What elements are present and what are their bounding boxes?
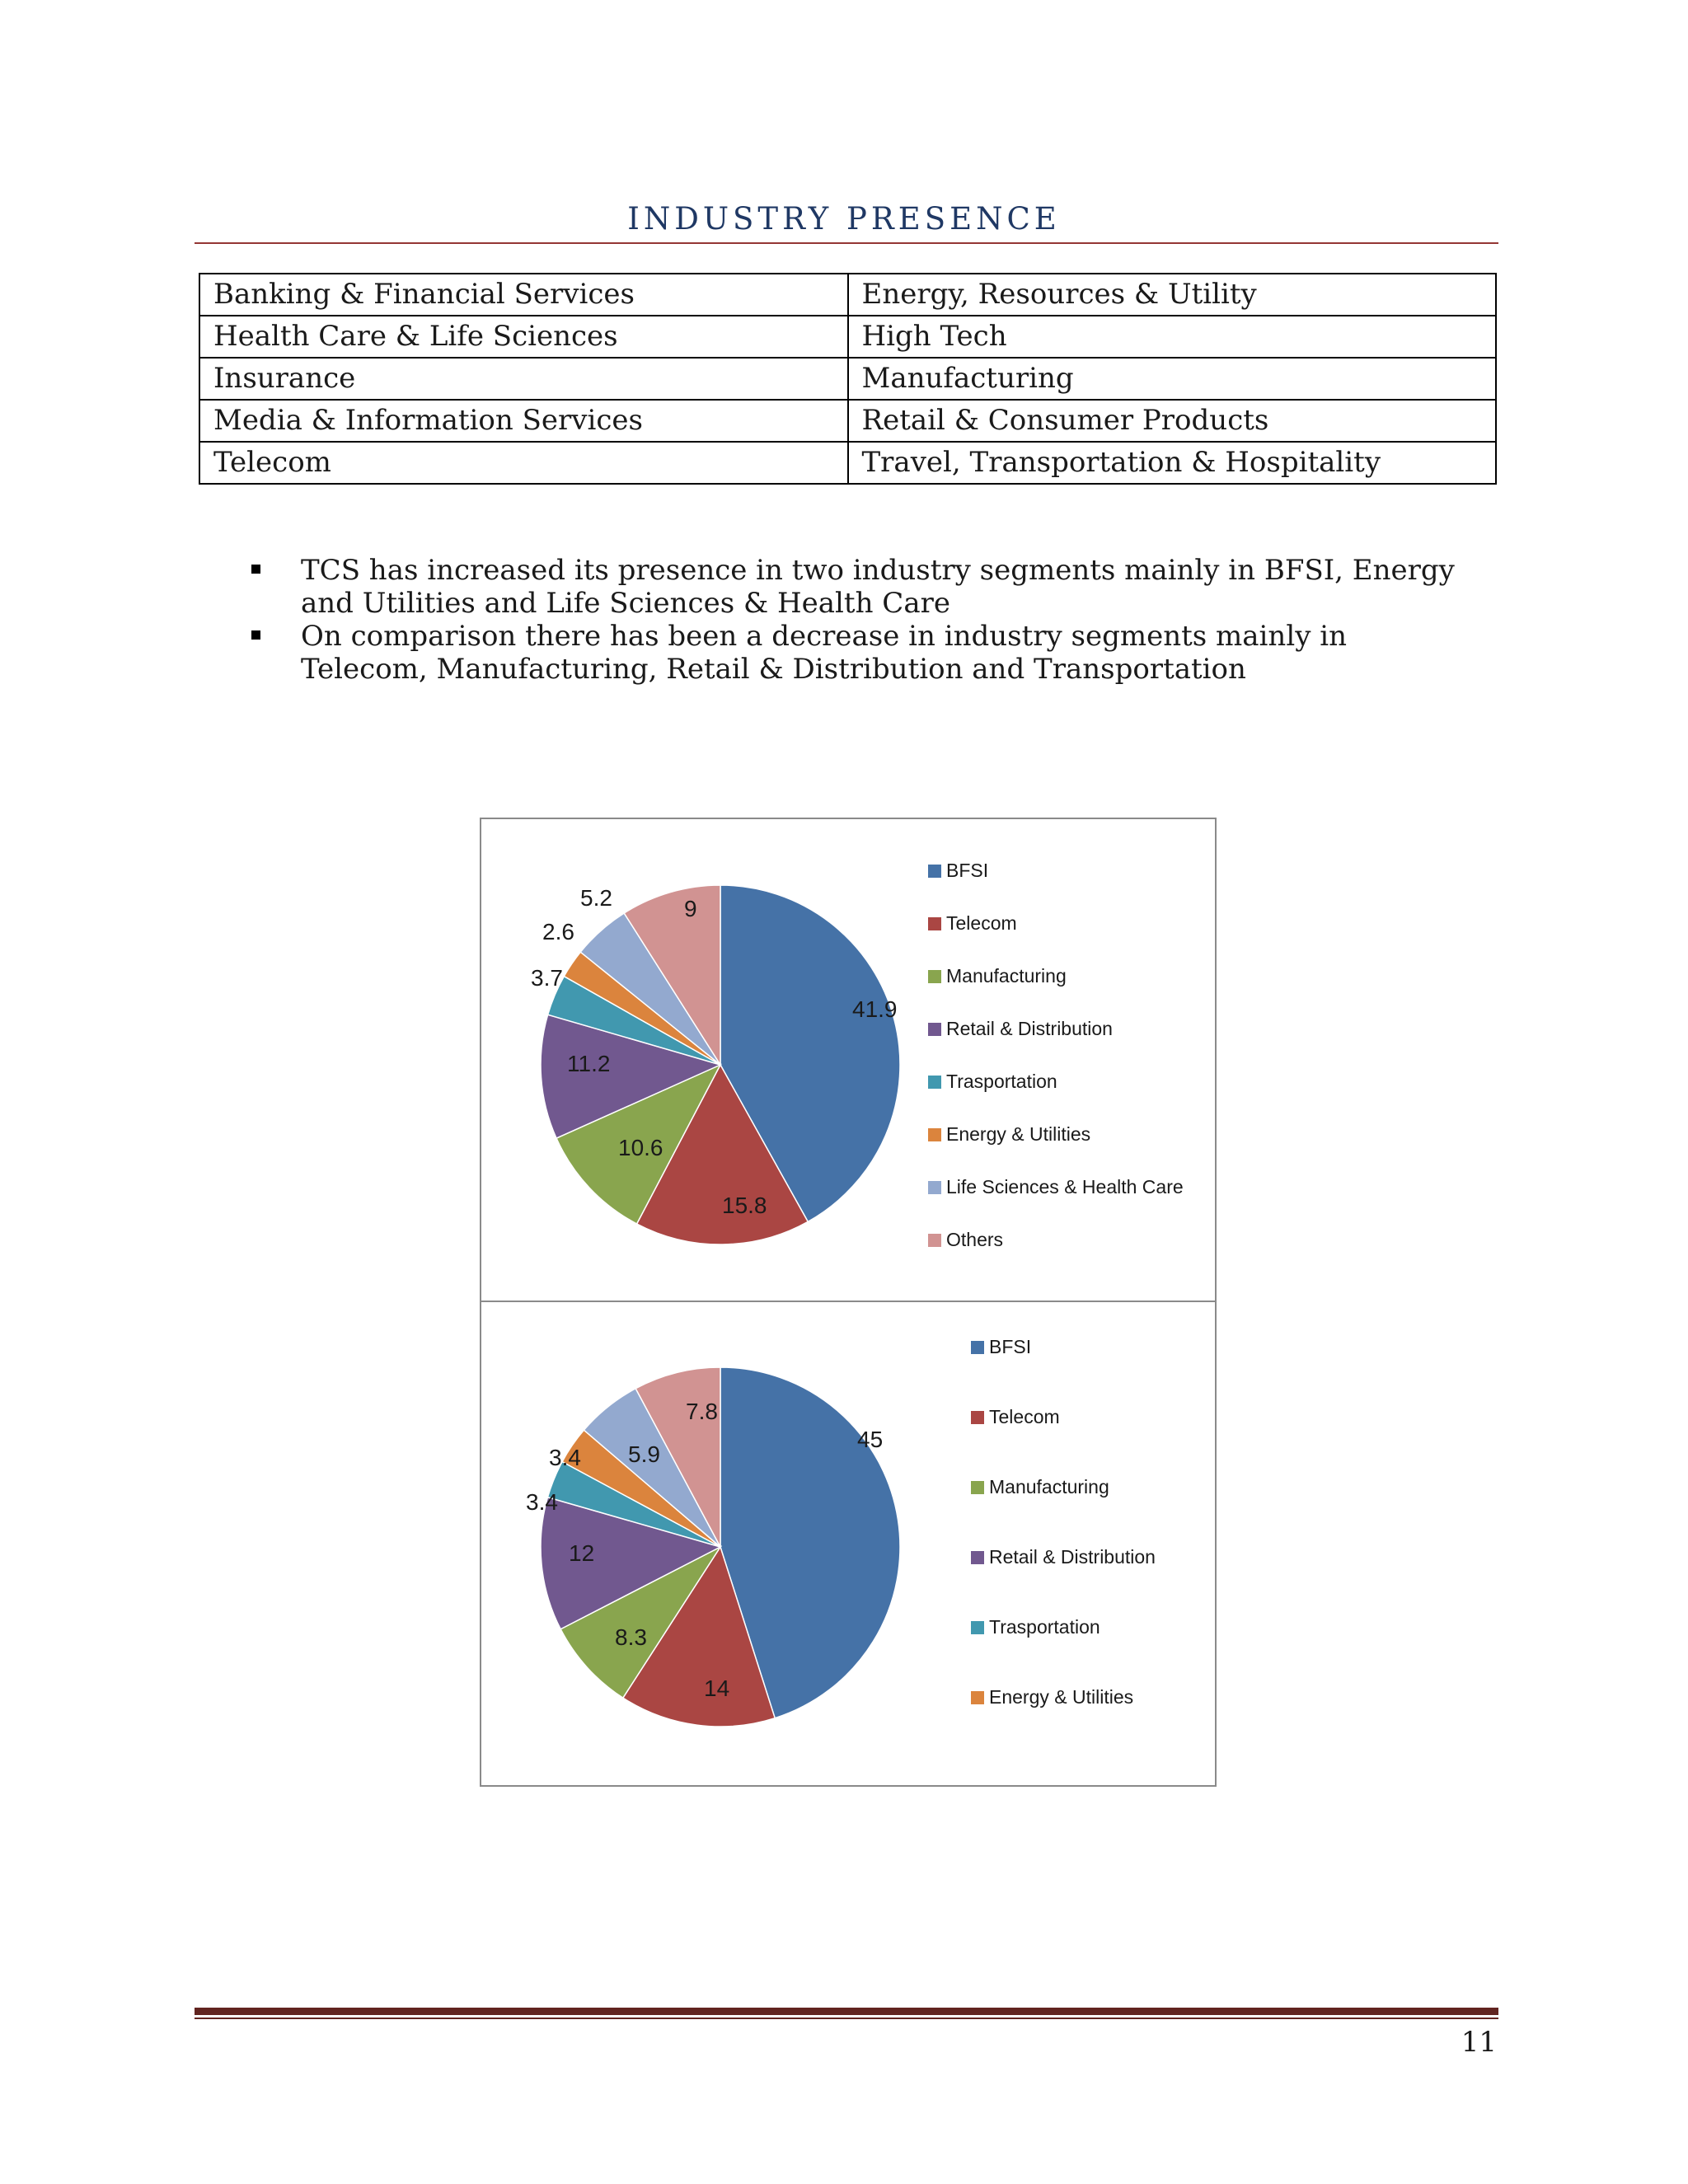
table-cell: Telecom [199,442,848,484]
legend-entry: Trasportation [946,1071,1057,1092]
bullet-list [251,554,1463,686]
table-cell: Energy, Resources & Utility [848,274,1497,316]
table-cell: High Tech [848,316,1497,358]
footer-rule [195,2008,1498,2015]
data-label: 10.6 [618,1135,663,1160]
bullet-text: On comparison there has been a decrease in industry segments mainly in Telecom, Manufacturing, Retail & Distribution and Transportation [301,620,1347,686]
data-label: 3.7 [531,965,563,991]
data-label: 3.4 [549,1445,581,1470]
data-label: 5.9 [628,1441,660,1467]
data-label: 3.4 [526,1489,558,1515]
legend-swatch [971,1481,984,1494]
data-label: 9 [684,896,697,921]
table-row [199,358,1496,400]
data-label: 11.2 [567,1051,611,1076]
legend-swatch [928,1076,941,1089]
square-bullet-icon [251,630,260,640]
data-label: 15.8 [722,1193,767,1218]
table-cell: Insurance [199,358,848,400]
legend-entry: Telecom [946,912,1017,934]
table-row [199,316,1496,358]
bullet-text: TCS has increased its presence in two industry segments mainly in BFSI, Energy and Utilities and Life Sciences & Health Care [301,554,1455,620]
legend-entry: Retail & Distribution [946,1018,1113,1039]
legend-entry: Life Sciences & Health Care [946,1176,1184,1197]
table-cell: Health Care & Life Sciences [199,316,848,358]
pie-chart-2 [480,1301,1217,1787]
legend-swatch [971,1341,984,1354]
pie-chart-1-svg [481,819,1215,1301]
page-title: INDUSTRY PRESENCE [627,201,1061,237]
table-row [199,442,1496,484]
legend-entry: Energy & Utilities [989,1686,1134,1708]
footer-rule-thin [195,2018,1498,2019]
legend-swatch [928,917,941,930]
data-label: 5.2 [580,885,612,911]
legend-swatch [971,1621,984,1634]
legend-swatch [971,1691,984,1704]
table-cell: Media & Information Services [199,400,848,442]
legend-swatch [928,865,941,878]
legend-swatch [928,1234,941,1247]
legend-swatch [971,1551,984,1564]
legend-entry: BFSI [946,860,989,881]
page-number: 11 [1461,2026,1497,2059]
list-item [251,620,1463,686]
table-cell: Manufacturing [848,358,1497,400]
table-cell: Banking & Financial Services [199,274,848,316]
legend-entry: Retail & Distribution [989,1546,1156,1568]
legend-entry: Energy & Utilities [946,1123,1091,1145]
data-label: 8.3 [615,1624,647,1650]
table-row [199,400,1496,442]
square-bullet-icon [251,565,260,574]
legend-swatch [928,1181,941,1194]
industry-table [199,273,1497,485]
legend-swatch [928,1128,941,1141]
data-label: 45 [857,1427,884,1452]
list-item [251,554,1463,620]
data-label: 12 [569,1540,595,1566]
legend-swatch [971,1411,984,1424]
pie-chart-2-svg [481,1302,1215,1785]
legend-entry: Manufacturing [946,965,1067,987]
legend-entry: Manufacturing [989,1476,1109,1497]
legend-entry: Telecom [989,1406,1060,1427]
title-divider [195,242,1498,244]
legend-entry: Others [946,1229,1004,1250]
legend-entry: BFSI [989,1336,1032,1357]
data-label: 2.6 [542,919,574,944]
pie-chart-1 [480,818,1217,1302]
legend-entry: Trasportation [989,1616,1100,1638]
data-label: 14 [704,1675,730,1701]
legend-swatch [928,1023,941,1036]
table-row [199,274,1496,316]
data-label: 7.8 [686,1399,718,1424]
table-cell: Retail & Consumer Products [848,400,1497,442]
table-cell: Travel, Transportation & Hospitality [848,442,1497,484]
data-label: 41.9 [852,996,898,1022]
legend-swatch [928,970,941,983]
